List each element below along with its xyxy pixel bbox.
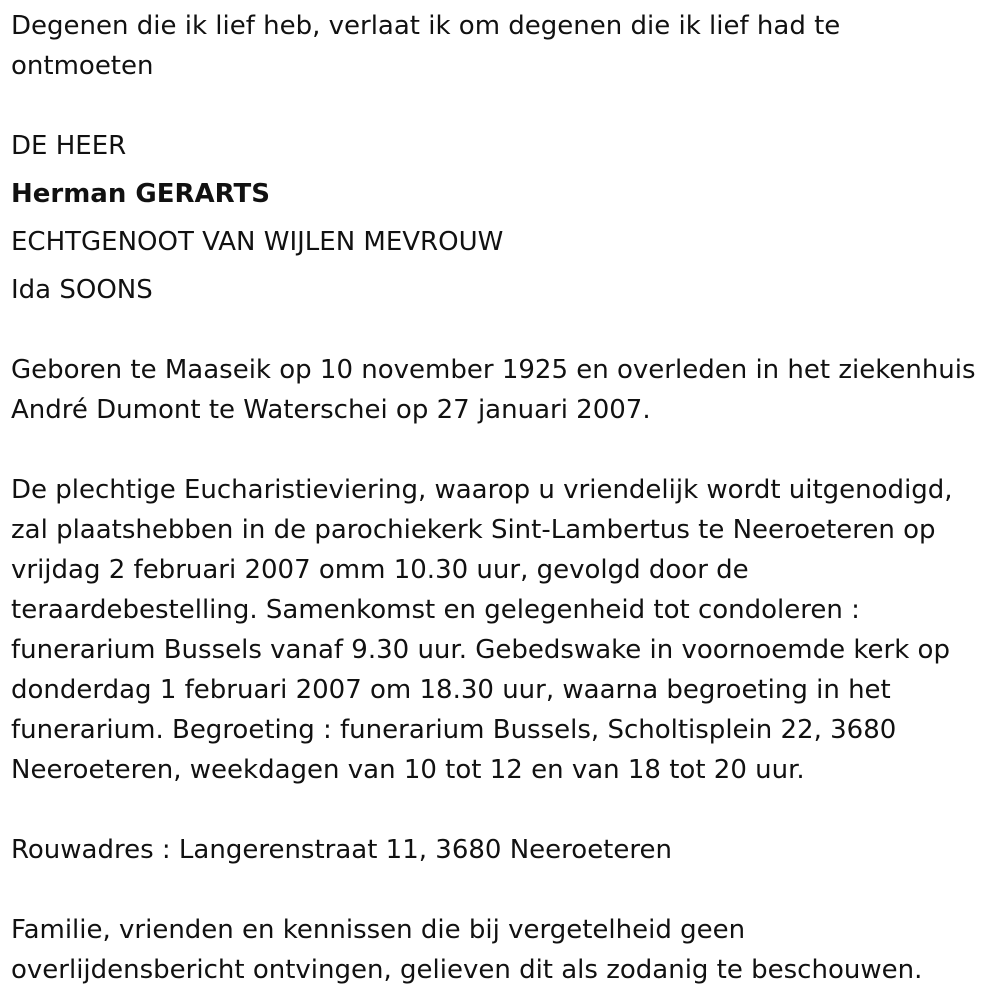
relation: ECHTGENOOT VAN WIJLEN MEVROUW [11,227,504,257]
birth-death-line: Geboren te Maaseik op 10 november 1925 en overleden in het ziekenhuis [11,355,976,385]
spacer [11,870,1000,910]
spacer [11,790,1000,830]
spacer [11,166,1000,174]
mourning-address: Rouwadres : Langerenstraat 11, 3680 Neeroeteren [11,835,672,865]
deceased-block [11,126,1000,310]
spacer [11,430,1000,470]
motto-line: ontmoeten [11,51,154,81]
ceremony-line: De plechtige Eucharistieviering, waarop u vriendelijk wordt uitgenodigd, [11,475,953,505]
spacer [11,86,1000,126]
spacer [11,310,1000,350]
ceremony-line: funerarium. Begroeting : funerarium Bussels, Scholtisplein 22, 3680 [11,715,897,745]
birth-death-paragraph [11,350,1000,430]
deceased-name: Herman GERARTS [11,179,270,209]
ceremony-line: teraardebestelling. Samenkomst en gelegenheid tot condoleren : [11,595,860,625]
birth-death-line: André Dumont te Waterschei op 27 januari 2007. [11,395,651,425]
spacer [11,262,1000,270]
honorific: DE HEER [11,131,127,161]
closing-line: overlijdensbericht ontvingen, gelieven dit als zodanig te beschouwen. [11,955,923,985]
motto [11,6,1000,86]
ceremony-line: Neeroeteren, weekdagen van 10 tot 12 en van 18 tot 20 uur. [11,755,805,785]
ceremony-line: funerarium Bussels vanaf 9.30 uur. Gebedswake in voornoemde kerk op [11,635,950,665]
ceremony-line: vrijdag 2 februari 2007 omm 10.30 uur, gevolgd door de [11,555,749,585]
motto-line: Degenen die ik lief heb, verlaat ik om degenen die ik lief had te [11,11,841,41]
spacer [11,214,1000,222]
closing-line: Familie, vrienden en kennissen die bij vergetelheid geen [11,915,746,945]
ceremony-line: donderdag 1 februari 2007 om 18.30 uur, waarna begroeting in het [11,675,891,705]
spouse-name: Ida SOONS [11,275,153,305]
ceremony-paragraph [11,470,1000,790]
closing-paragraph [11,910,1000,990]
ceremony-line: zal plaatshebben in de parochiekerk Sint-Lambertus te Neeroeteren op [11,515,936,545]
